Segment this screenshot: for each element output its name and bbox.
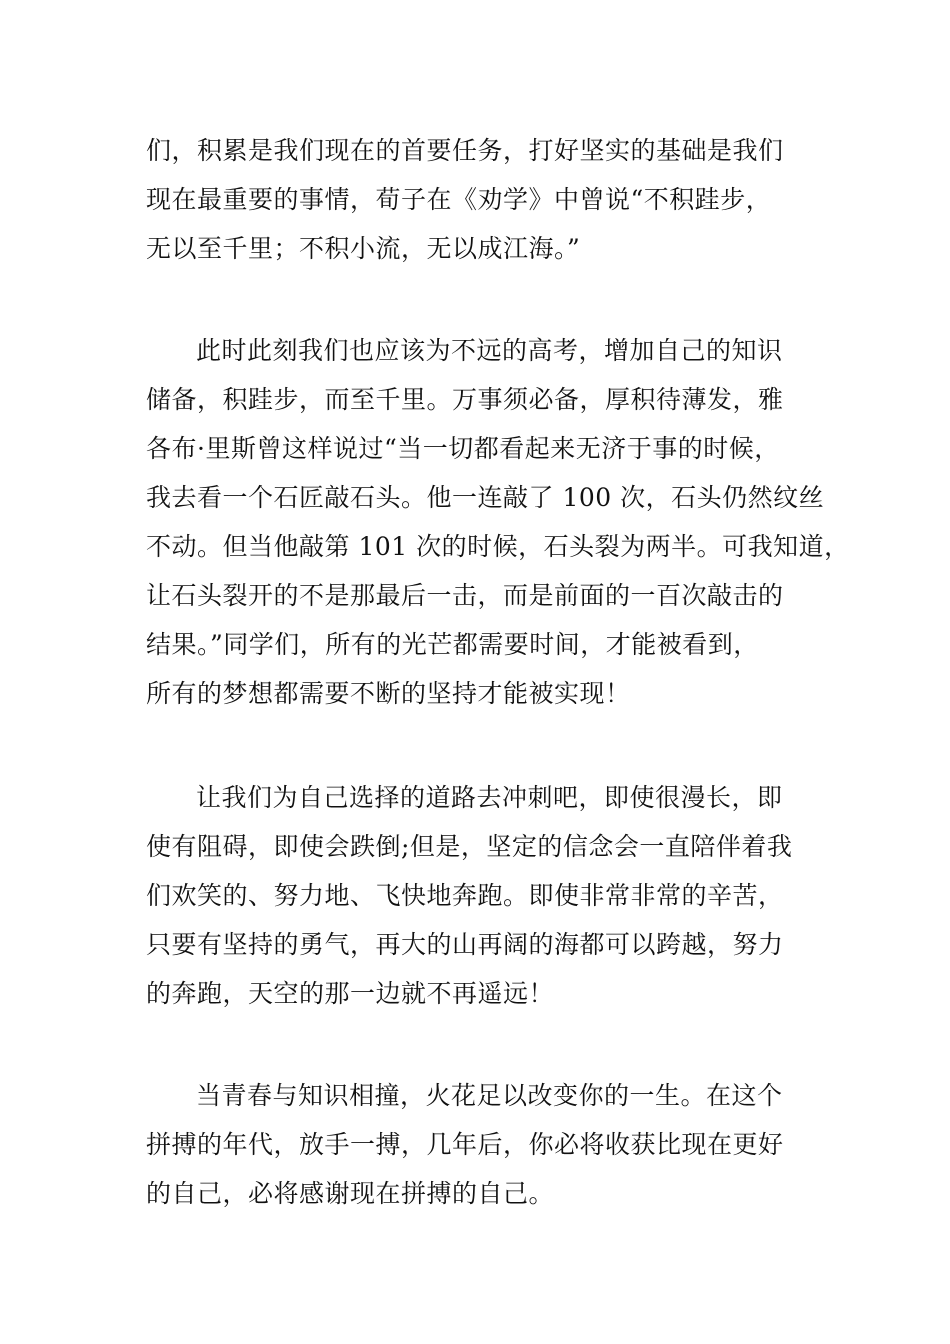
text-line: 的自己，必将感谢现在拼搏的自己。 xyxy=(146,1179,555,1208)
text-line: 的奔跑，天空的那一边就不再遥远！ xyxy=(146,979,555,1008)
paragraph-2 xyxy=(146,326,850,718)
text-line: 不动。但当他敲第 101 次的时候，石头裂为两半。可我知道， xyxy=(146,532,850,561)
text-line: 现在最重要的事情，荀子在《劝学》中曾说“不积跬步， xyxy=(146,185,772,214)
text-line: 结果。”同学们，所有的光芒都需要时间，才能被看到， xyxy=(146,630,759,659)
text-line: 使有阻碍，即使会跌倒;但是，坚定的信念会一直陪伴着我 xyxy=(146,832,793,861)
text-line: 只要有坚持的勇气，再大的山再阔的海都可以跨越，努力 xyxy=(146,930,784,959)
paragraph-4 xyxy=(146,1071,784,1218)
text-line: 当青春与知识相撞，火花足以改变你的一生。在这个 xyxy=(196,1081,783,1110)
text-line: 我去看一个石匠敲石头。他一连敲了 100 次，石头仍然纹丝 xyxy=(146,483,825,512)
paragraph-3 xyxy=(146,773,792,1018)
text-line: 让我们为自己选择的道路去冲刺吧，即使很漫长，即 xyxy=(196,783,783,812)
text-line: 们欢笑的、努力地、飞快地奔跑。即使非常非常的辛苦， xyxy=(146,881,784,910)
text-line: 此时此刻我们也应该为不远的高考，增加自己的知识 xyxy=(196,336,783,365)
text-line: 让石头裂开的不是那最后一击，而是前面的一百次敲击的 xyxy=(146,581,784,610)
text-line: 各布·里斯曾这样说过“当一切都看起来无济于事的时候， xyxy=(146,434,780,463)
paragraph-1 xyxy=(146,126,784,273)
text-line: 拼搏的年代，放手一搏，几年后，你必将收获比现在更好 xyxy=(146,1130,784,1159)
text-line: 储备，积跬步，而至千里。万事须必备，厚积待薄发，雅 xyxy=(146,385,784,414)
text-line: 们，积累是我们现在的首要任务，打好坚实的基础是我们 xyxy=(146,136,784,165)
text-line: 所有的梦想都需要不断的坚持才能被实现！ xyxy=(146,679,631,708)
text-line: 无以至千里；不积小流，无以成江海。” xyxy=(146,234,581,263)
